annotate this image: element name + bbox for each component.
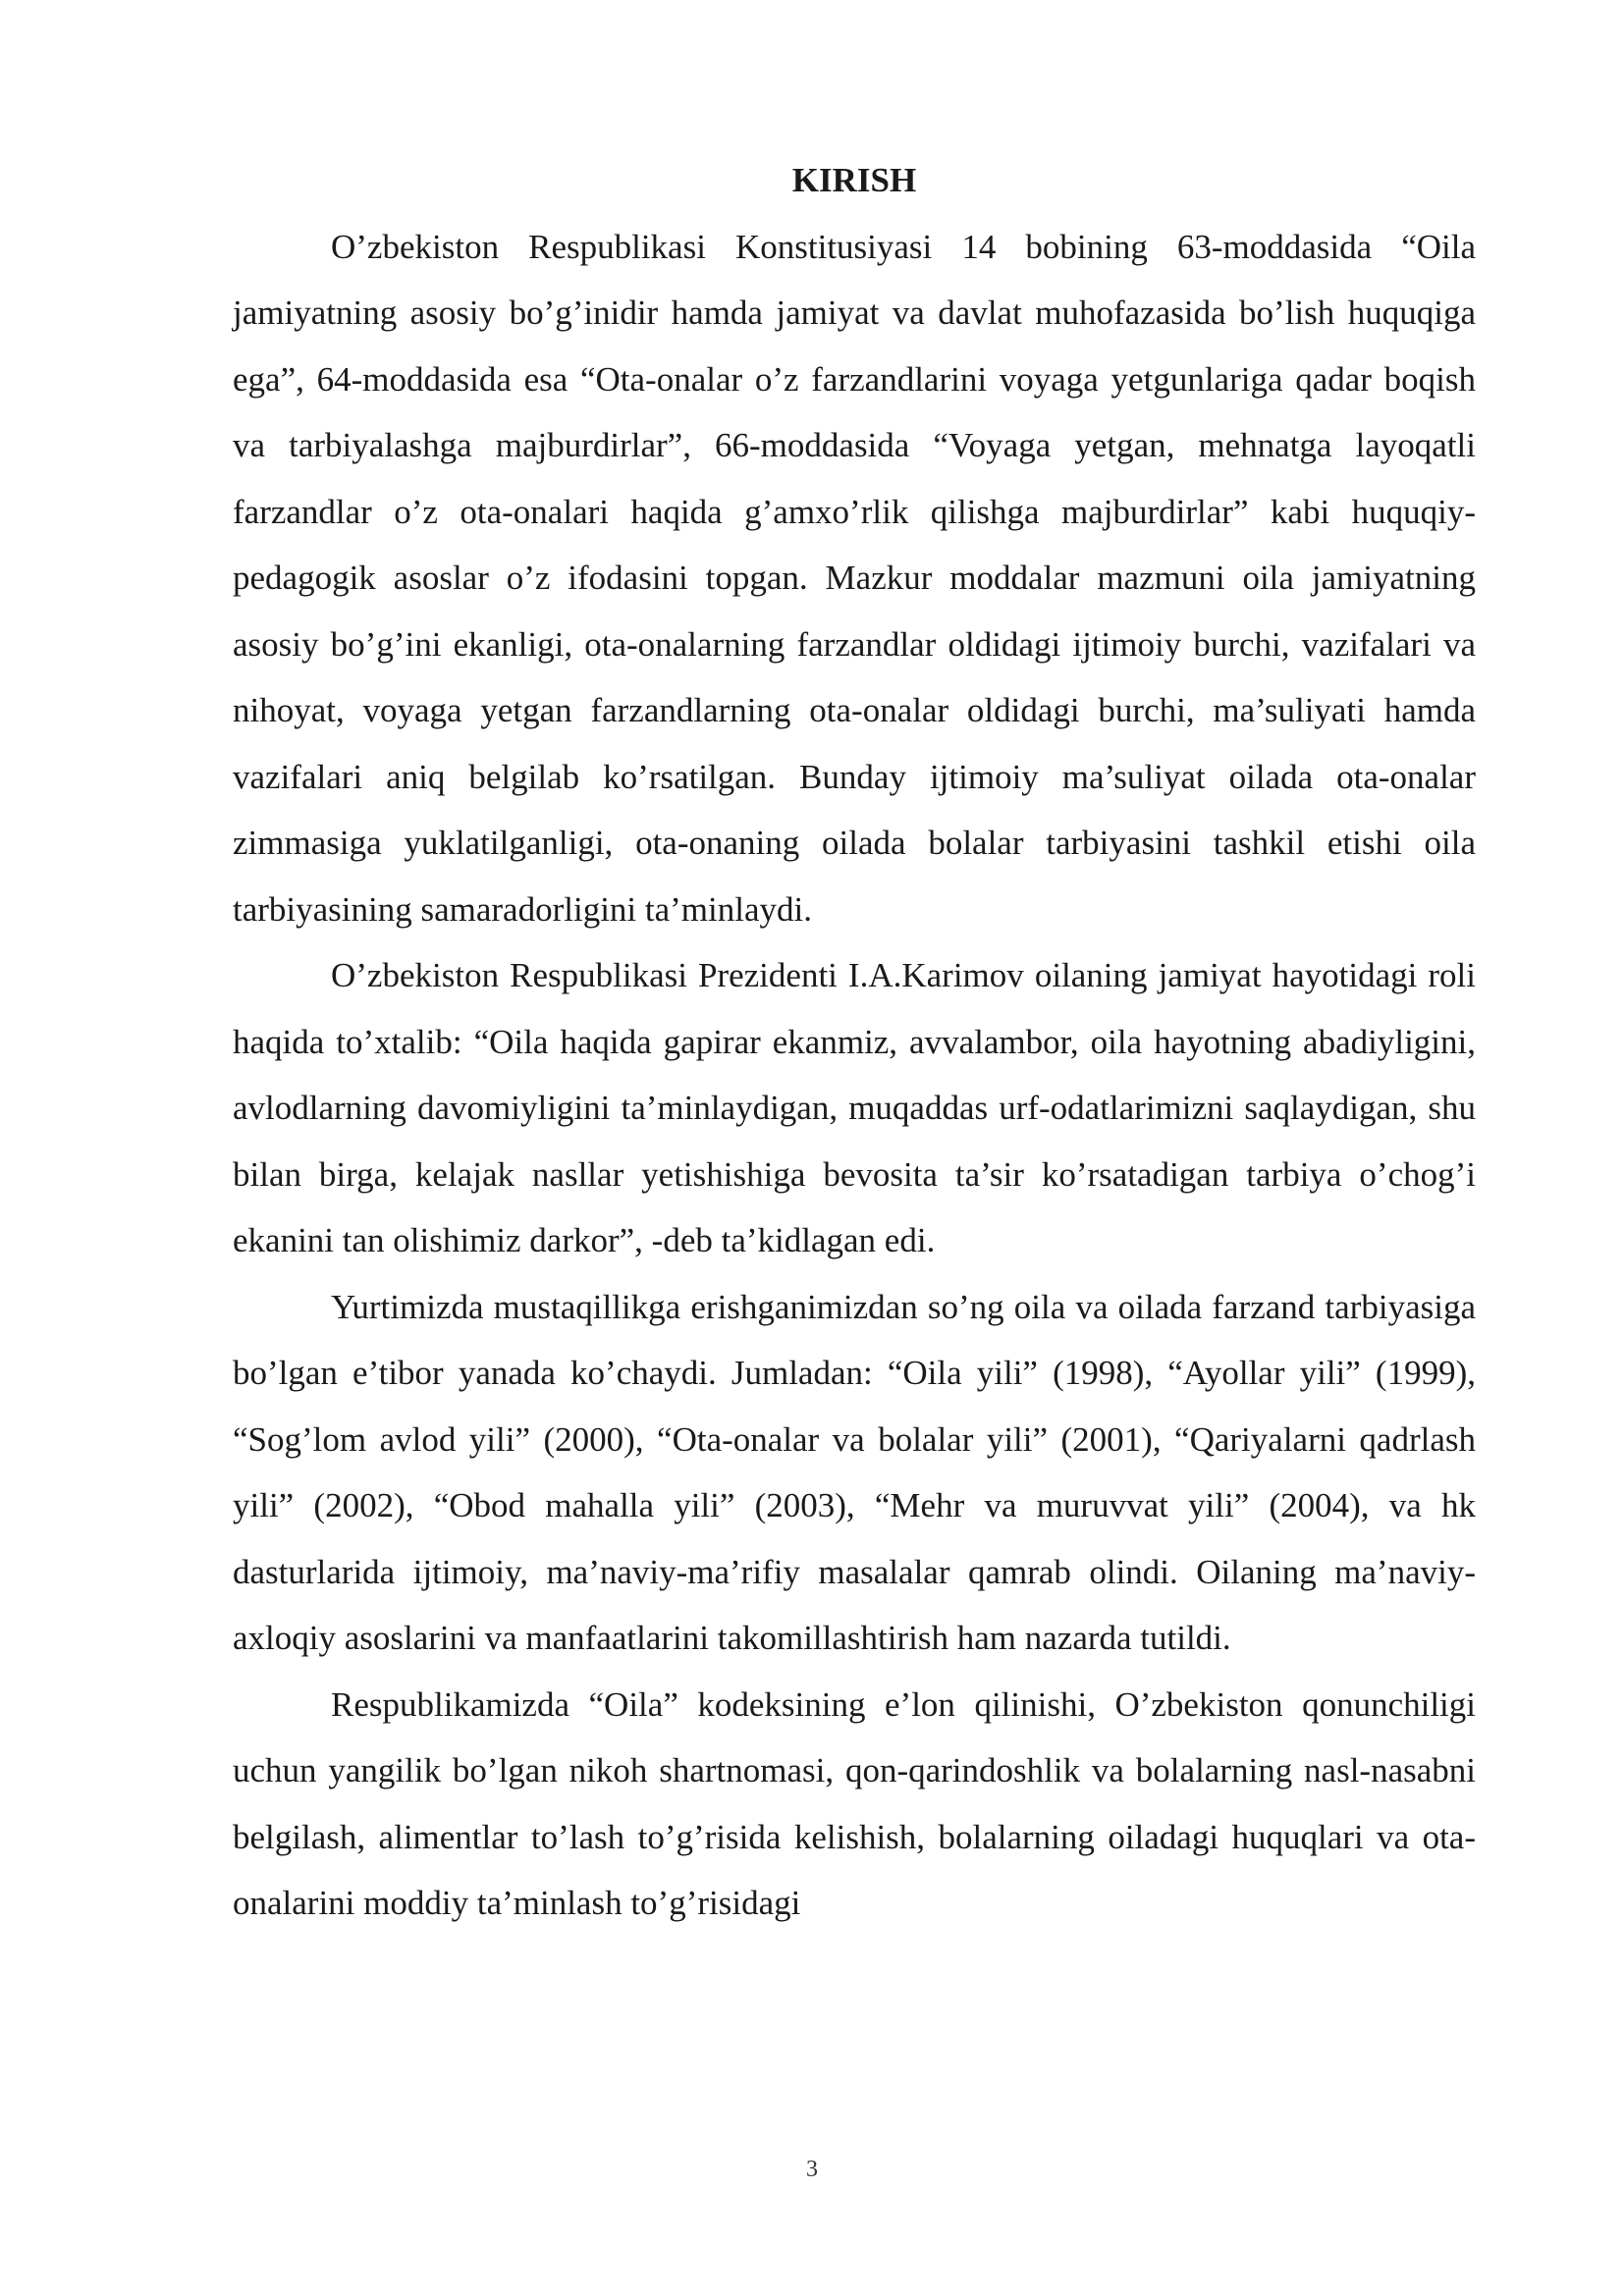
paragraph-constitution: O’zbekiston Respublikasi Konstitusiyasi 14 bobining 63-moddasida “Oila jamiyatning asosiy bo’g’inidir hamda jamiyat va davlat muhofazasida bo’lish huquqiga ega”, 64-moddasida esa “Ota-onalar o’z farzandlarini voyaga yetgunlariga qadar boqish va tarbiyalashga majburdirlar”, 66-moddasida “Voyaga yetgan, mehnatga layoqatli farzandlar o’z ota-onalari haqida g’amxo’rlik qilishga majburdirlar” kabi huquqiy-pedagogik asoslar o’z ifodasini topgan. Mazkur moddalar mazmuni oila jamiyatning asosiy bo’g’ini ekanligi, ota-onalarning farzandlar oldidagi ijtimoiy burchi, vazifalari va nihoyat, voyaga yetgan farzandlarning ota-onalar oldidagi burchi, ma’suliyati hamda vazifalari aniq belgilab ko’rsatilgan. Bunday ijtimoiy ma’suliyat oilada ota-onalar zimmasiga yuklatilganligi, ota-onaning oilada bolalar tarbiyasini tashkil etishi oila tarbiyasining samaradorligini ta’minlaydi. <box>233 227 1476 929</box>
page-number: 3 <box>806 2157 818 2182</box>
paragraph-president-quote: O’zbekiston Respublikasi Prezidenti I.A.Karimov oilaning jamiyat hayotidagi roli haqida to’xtalib: “Oila haqida gapirar ekanmiz, avvalambor, oila hayotning abadiyligini, avlodlarning davomiyligini ta’minlaydigan, muqaddas urf-odatlarimizni saqlaydigan, shu bilan birga, kelajak nasllar yetishishiga bevosita ta’sir ko’rsatadigan tarbiya o’chog’i ekanini tan olishimiz darkor”, -deb ta’kidlagan edi. <box>233 956 1476 1259</box>
paragraph-family-code: Respublikamizda “Oila” kodeksining e’lon qilinishi, O’zbekiston qonunchiligi uchun yangilik bo’lgan nikoh shartnomasi, qon-qarindoshlik va bolalarning nasl-nasabni belgilash, alimentlar to’lash to’g’risida kelishish, bolalarning oiladagi huquqlari va ota-onalarini moddiy ta’minlash to’g’risidagi <box>233 1684 1476 1922</box>
paragraph-independence-years: Yurtimizda mustaqillikga erishganimizdan so’ng oila va oilada farzand tarbiyasiga bo’lgan e’tibor yanada ko’chaydi. Jumladan: “Oila yili” (1998), “Ayollar yili” (1999), “Sog’lom avlod yili” (2000), “Ota-onalar va bolalar yili” (2001), “Qariyalarni qadrlash yili” (2002), “Obod mahalla yili” (2003), “Mehr va muruvvat yili” (2004), va hk dasturlarida ijtimoiy, ma’naviy-ma’rifiy masalalar qamrab olindi. Oilaning ma’naviy-axloqiy asoslarini va manfaatlarini takomillashtirish ham nazarda tutildi. <box>233 1287 1476 1657</box>
section-heading: KIRISH <box>791 161 917 199</box>
page-content <box>233 147 1476 1937</box>
